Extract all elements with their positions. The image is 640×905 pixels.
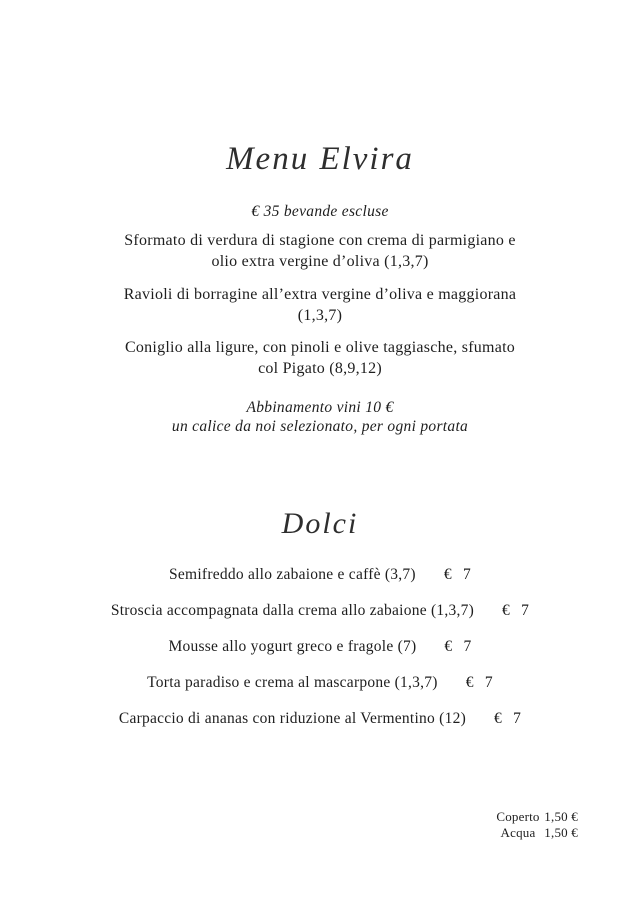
dessert-item — [0, 593, 640, 629]
dessert-price: € 7 — [465, 674, 493, 691]
course-item-sformato — [0, 230, 640, 272]
water-charge-row — [494, 825, 578, 841]
dessert-name: Stroscia accompagnata dalla crema allo zabaione (1,3,7) — [110, 602, 475, 619]
dessert-item — [0, 629, 640, 665]
course-line: (1,3,7) — [297, 307, 343, 324]
water-charge-price: 1,50 € — [544, 824, 578, 840]
course-line: Coniglio alla ligure, con pinoli e olive taggiasche, sfumato — [124, 339, 516, 356]
dessert-price: € 7 — [502, 602, 530, 619]
dessert-price: € 7 — [494, 710, 522, 727]
cover-charge-label: Coperto — [496, 809, 540, 824]
desserts-heading: Dolci — [281, 507, 359, 540]
course-item-ravioli — [0, 284, 640, 326]
dessert-name: Mousse allo yogurt greco e fragole (7) — [168, 638, 417, 655]
dessert-price: € 7 — [444, 638, 472, 655]
dessert-name: Carpaccio di ananas con riduzione al Vermentino (12) — [118, 710, 466, 727]
dessert-item — [0, 665, 640, 701]
wine-pairing-line: Abbinamento vini 10 € — [246, 399, 394, 416]
dessert-item — [0, 557, 640, 593]
dessert-name: Torta paradiso e crema al mascarpone (1,3,7) — [147, 674, 438, 691]
dessert-item — [0, 701, 640, 737]
wine-pairing-note — [0, 398, 640, 436]
course-line: col Pigato (8,9,12) — [258, 360, 382, 377]
menu-price-note: € 35 bevande escluse — [251, 203, 389, 220]
dessert-name: Semifreddo allo zabaione e caffè (3,7) — [169, 566, 416, 583]
course-line: Sformato di verdura di stagione con crema di parmigiano e — [124, 232, 516, 249]
desserts-list — [0, 557, 640, 737]
cover-charge-row — [494, 809, 578, 825]
menu-title: Menu Elvira — [226, 141, 414, 177]
cover-charge-price: 1,50 € — [544, 809, 578, 824]
cover-charge-block — [494, 809, 578, 840]
course-line: Ravioli di borragine all’extra vergine d’oliva e maggiorana — [123, 286, 517, 303]
water-charge-label: Acqua — [500, 824, 536, 840]
dessert-price: € 7 — [443, 566, 471, 583]
course-item-coniglio — [0, 337, 640, 379]
wine-pairing-line: un calice da noi selezionato, per ogni portata — [171, 418, 469, 435]
course-line: olio extra vergine d’oliva (1,3,7) — [211, 253, 429, 270]
